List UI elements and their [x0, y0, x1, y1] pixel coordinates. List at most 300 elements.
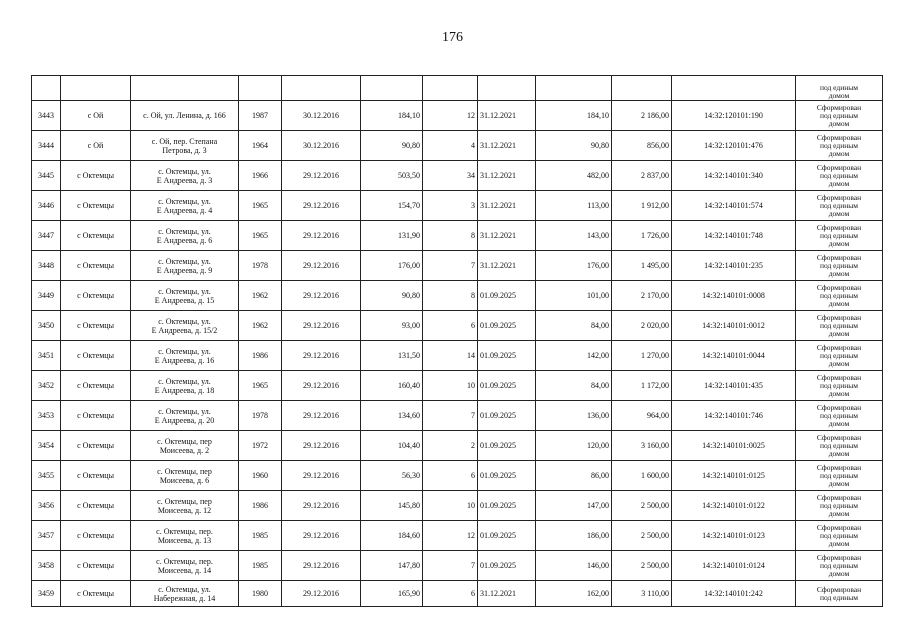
living-area-cell: 482,00: [536, 161, 612, 191]
status-cell: [796, 161, 883, 191]
residents-count-cell: 7: [423, 551, 478, 581]
status-line: под единым: [819, 320, 859, 330]
residents-count-cell: 12: [423, 521, 478, 551]
settlement-cell: с Октемцы: [61, 431, 131, 461]
total-area-cell: 145,80: [361, 491, 423, 521]
page-number: 176: [442, 30, 463, 45]
status-line: домом: [828, 208, 850, 218]
status-line: Сформирован: [816, 162, 862, 172]
status-line: под единым: [819, 380, 859, 390]
living-area-cell: 142,00: [536, 341, 612, 371]
address-line: с. Октемцы, пер.: [156, 556, 213, 566]
row-number-cell: 3451: [32, 341, 61, 371]
cost-cell: 2 186,00: [612, 101, 672, 131]
status-cell: [796, 76, 883, 101]
planned-date-cell: 31.12.2021: [478, 161, 536, 191]
date-recognized-cell: 29.12.2016: [282, 311, 361, 341]
table-row: [32, 161, 883, 191]
year-cell: 1985: [239, 551, 282, 581]
cost-cell: 1 912,00: [612, 191, 672, 221]
address-line: с. Октемцы, пер.: [156, 526, 213, 536]
address-cell: [131, 431, 239, 461]
cadastral-number-cell: 14:32:140101:340: [672, 161, 796, 191]
cost-cell: 856,00: [612, 131, 672, 161]
status-line: домом: [828, 91, 850, 100]
total-area-cell: 90,80: [361, 131, 423, 161]
settlement-cell: с Октемцы: [61, 581, 131, 607]
address-line: с. Октемцы, ул.: [158, 406, 211, 416]
cadastral-number-cell: 14:32:140101:0124: [672, 551, 796, 581]
status-cell: [796, 221, 883, 251]
status-cell: [796, 101, 883, 131]
year-cell: 1965: [239, 221, 282, 251]
cadastral-number-cell: 14:32:140101:574: [672, 191, 796, 221]
settlement-cell: с Октемцы: [61, 551, 131, 581]
address-cell: [131, 251, 239, 281]
address-line: с. Ой, ул. Ленина, д. 166: [143, 111, 226, 120]
address-cell: [131, 131, 239, 161]
status-line: домом: [828, 568, 850, 578]
living-area-cell: 90,80: [536, 131, 612, 161]
total-area-cell: 104,40: [361, 431, 423, 461]
status-line: домом: [828, 358, 850, 368]
cadastral-number-cell: 14:32:140101:0012: [672, 311, 796, 341]
status-line: Сформирован: [816, 282, 862, 292]
table-row: [32, 581, 883, 607]
cost-cell: 1 270,00: [612, 341, 672, 371]
year-cell: 1987: [239, 101, 282, 131]
status-cell: [796, 401, 883, 431]
status-line: под единым: [819, 560, 859, 570]
cadastral-number-cell: 14:32:140101:748: [672, 221, 796, 251]
year-cell: 1962: [239, 281, 282, 311]
total-area-cell: 184,10: [361, 101, 423, 131]
cadastral-number-cell: 14:32:140101:242: [672, 581, 796, 607]
address-line: с. Октемцы, ул.: [158, 346, 211, 356]
status-line: Сформирован: [816, 584, 862, 594]
address-line: Е Андреева, д. 15: [154, 295, 215, 305]
status-cell: [796, 341, 883, 371]
address-line: Е Андреева, д. 16: [154, 355, 215, 365]
table-row: [32, 431, 883, 461]
row-number-cell: 3459: [32, 581, 61, 607]
cadastral-number-cell: 14:32:120101:190: [672, 101, 796, 131]
status-line: Сформирован: [816, 522, 862, 532]
planned-date-cell: 01.09.2025: [478, 551, 536, 581]
residents-count-cell: 8: [423, 281, 478, 311]
status-line: домом: [828, 178, 850, 188]
total-area-cell: 160,40: [361, 371, 423, 401]
status-line: под единым: [819, 470, 859, 480]
total-area-cell: 131,90: [361, 221, 423, 251]
address-line: Е Андреева, д. 15/2: [151, 325, 218, 335]
date-recognized-cell: 29.12.2016: [282, 551, 361, 581]
total-area-cell: 184,60: [361, 521, 423, 551]
settlement-cell: с Октемцы: [61, 311, 131, 341]
status-line: под единым: [819, 440, 859, 450]
status-line: Сформирован: [816, 402, 862, 412]
status-cell: [796, 431, 883, 461]
address-cell: [131, 551, 239, 581]
cadastral-number-cell: 14:32:140101:746: [672, 401, 796, 431]
year-cell: 1962: [239, 311, 282, 341]
date-recognized-cell: 30.12.2016: [282, 101, 361, 131]
status-cell: [796, 581, 883, 607]
row-number-cell: 3454: [32, 431, 61, 461]
status-line: Сформирован: [816, 462, 862, 472]
address-line: Моисеева, д. 12: [157, 505, 212, 515]
row-number-cell: 3456: [32, 491, 61, 521]
cost-cell: 2 500,00: [612, 491, 672, 521]
address-line: Моисеева, д. 2: [159, 445, 210, 455]
table-row: [32, 101, 883, 131]
living-area-cell: 120,00: [536, 431, 612, 461]
cadastral-number-cell: 14:32:140101:0125: [672, 461, 796, 491]
cost-cell: 2 500,00: [612, 521, 672, 551]
total-area-cell: 154,70: [361, 191, 423, 221]
address-line: с. Октемцы, ул.: [158, 584, 211, 594]
planned-date-cell: 31.12.2021: [478, 581, 536, 607]
cadastral-number-cell: 14:32:140101:0025: [672, 431, 796, 461]
cost-cell: 3 160,00: [612, 431, 672, 461]
row-number-cell: 3446: [32, 191, 61, 221]
status-line: домом: [828, 148, 850, 158]
total-area-cell: 90,80: [361, 281, 423, 311]
date-recognized-cell: 29.12.2016: [282, 521, 361, 551]
address-line: Е Андреева, д. 9: [156, 265, 213, 275]
address-line: Е Андреева, д. 4: [156, 205, 213, 215]
planned-date-cell: 01.09.2025: [478, 341, 536, 371]
status-cell: [796, 251, 883, 281]
address-cell: [131, 161, 239, 191]
table-row: [32, 221, 883, 251]
address-cell: [131, 341, 239, 371]
status-cell: [796, 131, 883, 161]
total-area-cell: 56,30: [361, 461, 423, 491]
table-row: [32, 551, 883, 581]
status-line: под единым: [819, 140, 859, 150]
address-line: Моисеева, д. 6: [159, 475, 210, 485]
living-area-cell: 84,00: [536, 371, 612, 401]
status-line: Сформирован: [816, 132, 862, 142]
address-cell: [131, 401, 239, 431]
settlement-cell: с Октемцы: [61, 191, 131, 221]
address-line: Е Андреева, д. 18: [154, 385, 215, 395]
year-cell: 1978: [239, 251, 282, 281]
status-line: под единым: [819, 530, 859, 540]
table-row-continued: [32, 76, 883, 101]
residents-count-cell: 2: [423, 431, 478, 461]
address-line: Е Андреева, д. 20: [154, 415, 215, 425]
table-row: [32, 341, 883, 371]
address-line: с. Октемцы, пер: [157, 436, 212, 446]
cost-cell: 2 170,00: [612, 281, 672, 311]
row-number-cell: 3455: [32, 461, 61, 491]
table-row: [32, 251, 883, 281]
address-cell: [131, 491, 239, 521]
row-number-cell: 3450: [32, 311, 61, 341]
status-line: Сформирован: [816, 552, 862, 562]
living-area-cell: 143,00: [536, 221, 612, 251]
address-cell: [131, 101, 239, 131]
status-line: домом: [828, 238, 850, 248]
date-recognized-cell: 29.12.2016: [282, 191, 361, 221]
residents-count-cell: 6: [423, 311, 478, 341]
living-area-cell: 176,00: [536, 251, 612, 281]
cost-cell: 1 495,00: [612, 251, 672, 281]
residents-count-cell: 10: [423, 371, 478, 401]
housing-register-table: [31, 75, 883, 607]
residents-count-cell: 6: [423, 461, 478, 491]
date-recognized-cell: 30.12.2016: [282, 131, 361, 161]
settlement-cell: с Октемцы: [61, 221, 131, 251]
settlement-cell: с Ой: [61, 101, 131, 131]
planned-date-cell: 31.12.2021: [478, 221, 536, 251]
residents-count-cell: 7: [423, 401, 478, 431]
table-row: [32, 191, 883, 221]
address-line: с. Октемцы, ул.: [158, 316, 211, 326]
cost-cell: 2 020,00: [612, 311, 672, 341]
cost-cell: 2 837,00: [612, 161, 672, 191]
status-line: Сформирован: [816, 312, 862, 322]
living-area-cell: 101,00: [536, 281, 612, 311]
row-number-cell: 3457: [32, 521, 61, 551]
date-recognized-cell: 29.12.2016: [282, 281, 361, 311]
table-body: [32, 76, 883, 607]
date-recognized-cell: 29.12.2016: [282, 581, 361, 607]
planned-date-cell: 01.09.2025: [478, 371, 536, 401]
table-row: [32, 131, 883, 161]
row-number-cell: 3445: [32, 161, 61, 191]
status-cell: [796, 551, 883, 581]
address-line: с. Октемцы, ул.: [158, 226, 211, 236]
planned-date-cell: 01.09.2025: [478, 461, 536, 491]
status-line: домом: [828, 118, 850, 128]
living-area-cell: 184,10: [536, 101, 612, 131]
date-recognized-cell: 29.12.2016: [282, 251, 361, 281]
address-cell: [131, 371, 239, 401]
row-number-cell: 3453: [32, 401, 61, 431]
date-recognized-cell: 29.12.2016: [282, 461, 361, 491]
status-line: под единым: [819, 290, 859, 300]
cadastral-number-cell: 14:32:140101:0123: [672, 521, 796, 551]
address-line: с. Октемцы, ул.: [158, 196, 211, 206]
table-row: [32, 401, 883, 431]
cost-cell: 1 172,00: [612, 371, 672, 401]
planned-date-cell: 01.09.2025: [478, 521, 536, 551]
settlement-cell: с Октемцы: [61, 491, 131, 521]
year-cell: 1980: [239, 581, 282, 607]
living-area-cell: 136,00: [536, 401, 612, 431]
status-line: Сформирован: [816, 102, 862, 112]
table-row: [32, 281, 883, 311]
table-row: [32, 491, 883, 521]
cost-cell: 1 726,00: [612, 221, 672, 251]
status-line: домом: [828, 388, 850, 398]
row-number-cell: 3449: [32, 281, 61, 311]
year-cell: 1966: [239, 161, 282, 191]
residents-count-cell: 34: [423, 161, 478, 191]
date-recognized-cell: 29.12.2016: [282, 401, 361, 431]
row-number-cell: 3447: [32, 221, 61, 251]
total-area-cell: 165,90: [361, 581, 423, 607]
settlement-cell: с Октемцы: [61, 371, 131, 401]
status-cell: [796, 461, 883, 491]
residents-count-cell: 7: [423, 251, 478, 281]
settlement-cell: с Октемцы: [61, 341, 131, 371]
address-line: с. Октемцы, пер: [157, 466, 212, 476]
status-cell: [796, 311, 883, 341]
address-line: с. Ой, пер. Степана: [151, 136, 218, 146]
cost-cell: 3 110,00: [612, 581, 672, 607]
planned-date-cell: 01.09.2025: [478, 281, 536, 311]
settlement-cell: с Октемцы: [61, 521, 131, 551]
year-cell: 1972: [239, 431, 282, 461]
total-area-cell: 503,50: [361, 161, 423, 191]
cadastral-number-cell: 14:32:140101:0044: [672, 341, 796, 371]
residents-count-cell: 4: [423, 131, 478, 161]
status-line: Сформирован: [816, 222, 862, 232]
cadastral-number-cell: 14:32:140101:435: [672, 371, 796, 401]
table-row: [32, 521, 883, 551]
planned-date-cell: 31.12.2021: [478, 191, 536, 221]
date-recognized-cell: 29.12.2016: [282, 341, 361, 371]
living-area-cell: 186,00: [536, 521, 612, 551]
status-line: Сформирован: [816, 372, 862, 382]
year-cell: 1985: [239, 521, 282, 551]
status-line: под единым: [819, 592, 859, 602]
residents-count-cell: 6: [423, 581, 478, 607]
residents-count-cell: 12: [423, 101, 478, 131]
planned-date-cell: 01.09.2025: [478, 401, 536, 431]
status-line: домом: [828, 298, 850, 308]
status-line: под единым: [819, 260, 859, 270]
total-area-cell: 147,80: [361, 551, 423, 581]
table-row: [32, 461, 883, 491]
status-line: домом: [828, 268, 850, 278]
total-area-cell: 93,00: [361, 311, 423, 341]
address-cell: [131, 461, 239, 491]
cost-cell: 1 600,00: [612, 461, 672, 491]
cadastral-number-cell: 14:32:140101:235: [672, 251, 796, 281]
cost-cell: 2 500,00: [612, 551, 672, 581]
status-cell: [796, 491, 883, 521]
settlement-cell: с Октемцы: [61, 251, 131, 281]
cost-cell: 964,00: [612, 401, 672, 431]
year-cell: 1986: [239, 341, 282, 371]
address-cell: [131, 221, 239, 251]
status-cell: [796, 281, 883, 311]
status-line: под единым: [819, 83, 859, 92]
address-cell: [131, 311, 239, 341]
year-cell: 1986: [239, 491, 282, 521]
planned-date-cell: 31.12.2021: [478, 131, 536, 161]
living-area-cell: 84,00: [536, 311, 612, 341]
living-area-cell: 147,00: [536, 491, 612, 521]
total-area-cell: 134,60: [361, 401, 423, 431]
residents-count-cell: 10: [423, 491, 478, 521]
status-line: под единым: [819, 110, 859, 120]
year-cell: 1965: [239, 191, 282, 221]
year-cell: 1978: [239, 401, 282, 431]
cadastral-number-cell: 14:32:120101:476: [672, 131, 796, 161]
settlement-cell: с Ой: [61, 131, 131, 161]
planned-date-cell: 31.12.2021: [478, 251, 536, 281]
total-area-cell: 131,50: [361, 341, 423, 371]
date-recognized-cell: 29.12.2016: [282, 221, 361, 251]
address-line: с. Октемцы, ул.: [158, 286, 211, 296]
living-area-cell: 162,00: [536, 581, 612, 607]
total-area-cell: 176,00: [361, 251, 423, 281]
row-number-cell: 3448: [32, 251, 61, 281]
date-recognized-cell: 29.12.2016: [282, 371, 361, 401]
residents-count-cell: 14: [423, 341, 478, 371]
address-line: Е Андреева, д. 6: [156, 235, 213, 245]
address-cell: [131, 521, 239, 551]
status-cell: [796, 521, 883, 551]
address-line: с. Октемцы, ул.: [158, 376, 211, 386]
address-cell: [131, 191, 239, 221]
living-area-cell: 86,00: [536, 461, 612, 491]
table-row: [32, 371, 883, 401]
planned-date-cell: 01.09.2025: [478, 431, 536, 461]
row-number-cell: 3458: [32, 551, 61, 581]
cadastral-number-cell: 14:32:140101:0122: [672, 491, 796, 521]
status-cell: [796, 371, 883, 401]
planned-date-cell: 01.09.2025: [478, 311, 536, 341]
table-row: [32, 311, 883, 341]
living-area-cell: 146,00: [536, 551, 612, 581]
settlement-cell: с Октемцы: [61, 401, 131, 431]
address-line: Моисеева, д. 14: [157, 565, 212, 575]
settlement-cell: с Октемцы: [61, 461, 131, 491]
address-cell: [131, 581, 239, 607]
living-area-cell: 113,00: [536, 191, 612, 221]
status-line: Сформирован: [816, 342, 862, 352]
status-line: Сформирован: [816, 492, 862, 502]
status-line: под единым: [819, 500, 859, 510]
cadastral-number-cell: 14:32:140101:0008: [672, 281, 796, 311]
residents-count-cell: 8: [423, 221, 478, 251]
address-line: Е Андреева, д. 3: [156, 175, 213, 185]
status-line: домом: [828, 508, 850, 518]
address-line: Моисеева, д. 13: [157, 535, 212, 545]
address-line: Петрова, д. 3: [162, 145, 207, 155]
status-line: Сформирован: [816, 192, 862, 202]
planned-date-cell: 31.12.2021: [478, 101, 536, 131]
status-line: домом: [828, 538, 850, 548]
address-line: Набережная, д. 14: [153, 593, 216, 603]
status-line: домом: [828, 328, 850, 338]
row-number-cell: 3443: [32, 101, 61, 131]
status-line: Сформирован: [816, 252, 862, 262]
year-cell: 1964: [239, 131, 282, 161]
status-line: домом: [828, 448, 850, 458]
address-cell: [131, 281, 239, 311]
row-number-cell: 3444: [32, 131, 61, 161]
settlement-cell: с Октемцы: [61, 281, 131, 311]
status-line: под единым: [819, 200, 859, 210]
status-line: домом: [828, 418, 850, 428]
date-recognized-cell: 29.12.2016: [282, 491, 361, 521]
status-line: под единым: [819, 170, 859, 180]
date-recognized-cell: 29.12.2016: [282, 161, 361, 191]
status-line: Сформирован: [816, 432, 862, 442]
address-line: с. Октемцы, пер: [157, 496, 212, 506]
year-cell: 1960: [239, 461, 282, 491]
status-cell: [796, 191, 883, 221]
year-cell: 1965: [239, 371, 282, 401]
